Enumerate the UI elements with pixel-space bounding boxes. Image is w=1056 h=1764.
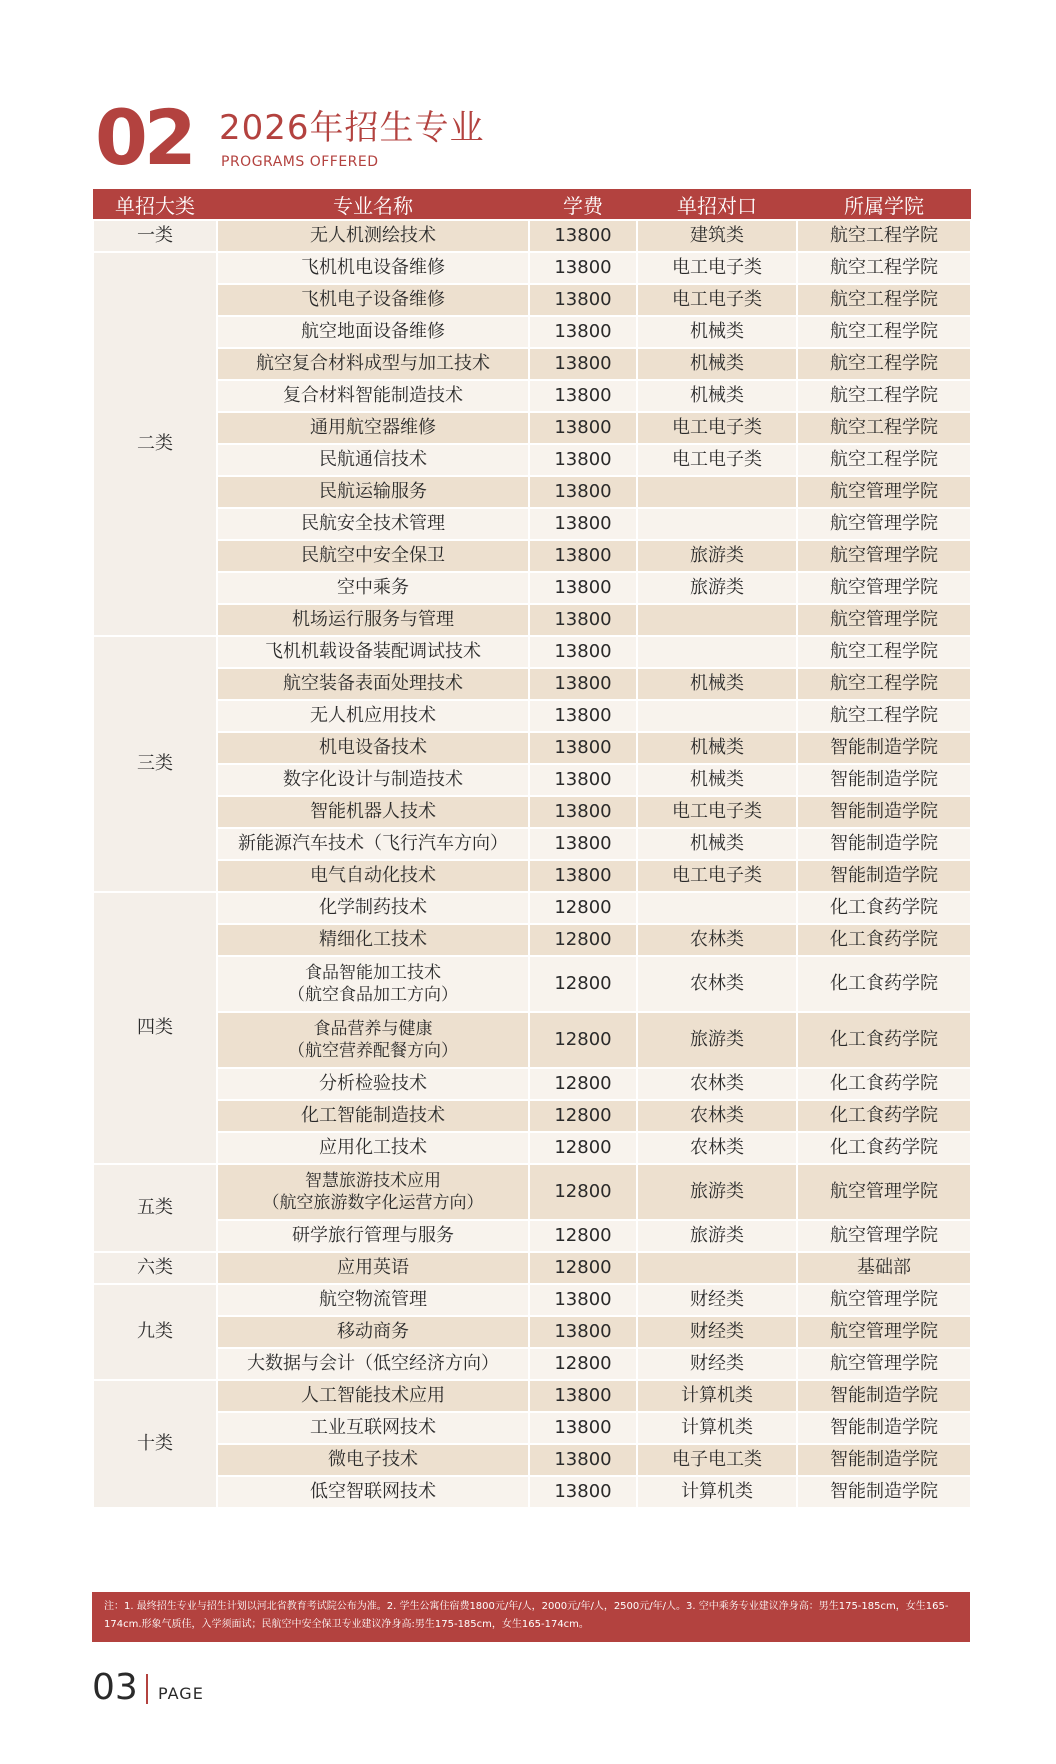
major-cell: 移动商务 (217, 1316, 529, 1348)
category-cell: 五类 (93, 1164, 217, 1252)
table-row (93, 380, 971, 412)
table-row (93, 796, 971, 828)
table-row (93, 540, 971, 572)
match-cell (637, 604, 797, 636)
page-divider (146, 1674, 148, 1704)
table-body (93, 220, 971, 1508)
fee-cell: 13800 (529, 1316, 637, 1348)
match-cell: 旅游类 (637, 540, 797, 572)
major-cell: 民航运输服务 (217, 476, 529, 508)
major-cell: 航空地面设备维修 (217, 316, 529, 348)
college-cell: 航空工程学院 (797, 380, 971, 412)
fee-cell: 13800 (529, 380, 637, 412)
major-direction: （航空食品加工方向） (288, 985, 458, 1005)
table-header-row (93, 189, 971, 220)
college-cell: 航空管理学院 (797, 1164, 971, 1220)
match-cell: 电子电工类 (637, 1444, 797, 1476)
fee-cell: 12800 (529, 1252, 637, 1284)
fee-cell: 13800 (529, 700, 637, 732)
major-cell: 应用化工技术 (217, 1132, 529, 1164)
college-cell: 化工食药学院 (797, 1132, 971, 1164)
major-direction: （航空旅游数字化运营方向） (262, 1193, 484, 1213)
fee-cell: 13800 (529, 412, 637, 444)
category-cell: 四类 (93, 892, 217, 1164)
major-cell: 人工智能技术应用 (217, 1380, 529, 1412)
match-cell (637, 508, 797, 540)
college-cell: 航空工程学院 (797, 220, 971, 252)
major-cell: 低空智联网技术 (217, 1476, 529, 1508)
fee-cell: 13800 (529, 636, 637, 668)
college-cell: 航空管理学院 (797, 476, 971, 508)
fee-cell: 13800 (529, 508, 637, 540)
major-cell: 微电子技术 (217, 1444, 529, 1476)
college-cell: 航空管理学院 (797, 1284, 971, 1316)
table-row (93, 316, 971, 348)
fee-cell: 13800 (529, 284, 637, 316)
major-cell: 飞机机载设备装配调试技术 (217, 636, 529, 668)
category-cell: 六类 (93, 1252, 217, 1284)
fee-cell: 13800 (529, 444, 637, 476)
column-header-college: 所属学院 (797, 189, 971, 220)
table-row (93, 1132, 971, 1164)
college-cell: 基础部 (797, 1252, 971, 1284)
major-cell: 化学制药技术 (217, 892, 529, 924)
college-cell: 智能制造学院 (797, 828, 971, 860)
college-cell: 化工食药学院 (797, 1012, 971, 1068)
table-row (93, 1444, 971, 1476)
fee-cell: 13800 (529, 476, 637, 508)
fee-cell: 13800 (529, 828, 637, 860)
table-row (93, 284, 971, 316)
fee-cell: 12800 (529, 1068, 637, 1100)
table-row (93, 668, 971, 700)
major-cell: 航空装备表面处理技术 (217, 668, 529, 700)
table-row (93, 764, 971, 796)
match-cell: 旅游类 (637, 1220, 797, 1252)
table-row (93, 636, 971, 668)
major-cell: 精细化工技术 (217, 924, 529, 956)
section-number: 02 (95, 93, 193, 182)
college-cell: 航空管理学院 (797, 1348, 971, 1380)
college-cell: 航空工程学院 (797, 252, 971, 284)
match-cell: 机械类 (637, 316, 797, 348)
match-cell: 财经类 (637, 1348, 797, 1380)
table-row (93, 508, 971, 540)
category-cell: 三类 (93, 636, 217, 892)
match-cell: 旅游类 (637, 572, 797, 604)
fee-cell: 13800 (529, 1412, 637, 1444)
match-cell: 建筑类 (637, 220, 797, 252)
major-name: 智慧旅游技术应用 (305, 1171, 441, 1191)
major-cell: 数字化设计与制造技术 (217, 764, 529, 796)
fee-cell: 13800 (529, 1476, 637, 1508)
fee-cell: 13800 (529, 764, 637, 796)
column-header-match: 单招对口 (637, 189, 797, 220)
match-cell: 机械类 (637, 764, 797, 796)
college-cell: 航空工程学院 (797, 316, 971, 348)
major-cell: 飞机机电设备维修 (217, 252, 529, 284)
fee-cell: 12800 (529, 924, 637, 956)
match-cell: 机械类 (637, 828, 797, 860)
match-cell: 农林类 (637, 924, 797, 956)
college-cell: 航空工程学院 (797, 284, 971, 316)
match-cell: 旅游类 (637, 1012, 797, 1068)
college-cell: 智能制造学院 (797, 860, 971, 892)
college-cell: 化工食药学院 (797, 1068, 971, 1100)
fee-cell: 13800 (529, 540, 637, 572)
page-label: PAGE (158, 1684, 204, 1703)
match-cell: 财经类 (637, 1316, 797, 1348)
fee-cell: 12800 (529, 1164, 637, 1220)
college-cell: 化工食药学院 (797, 956, 971, 1012)
match-cell: 农林类 (637, 1068, 797, 1100)
college-cell: 化工食药学院 (797, 1100, 971, 1132)
match-cell: 机械类 (637, 380, 797, 412)
table-row (93, 1316, 971, 1348)
major-cell: 大数据与会计（低空经济方向） (217, 1348, 529, 1380)
major-cell: 工业互联网技术 (217, 1412, 529, 1444)
table-row (93, 860, 971, 892)
fee-cell: 13800 (529, 252, 637, 284)
page-title: 2026年招生专业 (219, 108, 485, 148)
fee-cell: 13800 (529, 860, 637, 892)
table-row (93, 732, 971, 764)
college-cell: 智能制造学院 (797, 1444, 971, 1476)
page-subtitle: PROGRAMS OFFERED (221, 154, 379, 170)
column-header-category: 单招大类 (93, 189, 217, 220)
match-cell: 机械类 (637, 348, 797, 380)
match-cell: 农林类 (637, 956, 797, 1012)
major-cell: 民航通信技术 (217, 444, 529, 476)
table-row (93, 1476, 971, 1508)
fee-cell: 13800 (529, 348, 637, 380)
major-cell: 无人机应用技术 (217, 700, 529, 732)
fee-cell: 12800 (529, 956, 637, 1012)
category-cell: 二类 (93, 252, 217, 636)
college-cell: 智能制造学院 (797, 1476, 971, 1508)
major-cell: 机电设备技术 (217, 732, 529, 764)
table-row (93, 412, 971, 444)
table-row (93, 1100, 971, 1132)
major-cell: 研学旅行管理与服务 (217, 1220, 529, 1252)
match-cell (637, 636, 797, 668)
college-cell: 智能制造学院 (797, 1380, 971, 1412)
college-cell: 航空管理学院 (797, 1220, 971, 1252)
match-cell: 农林类 (637, 1132, 797, 1164)
major-cell (217, 956, 529, 1012)
college-cell: 航空工程学院 (797, 636, 971, 668)
college-cell: 航空管理学院 (797, 572, 971, 604)
major-cell: 民航安全技术管理 (217, 508, 529, 540)
table-row (93, 604, 971, 636)
table-row (93, 700, 971, 732)
fee-cell: 13800 (529, 1380, 637, 1412)
college-cell: 化工食药学院 (797, 924, 971, 956)
major-cell: 空中乘务 (217, 572, 529, 604)
programs-table-container (92, 189, 970, 1509)
college-cell: 智能制造学院 (797, 732, 971, 764)
college-cell: 航空管理学院 (797, 604, 971, 636)
college-cell: 航空管理学院 (797, 1316, 971, 1348)
fee-cell: 12800 (529, 1220, 637, 1252)
major-cell: 应用英语 (217, 1252, 529, 1284)
major-cell: 化工智能制造技术 (217, 1100, 529, 1132)
page-number: 03 (92, 1667, 138, 1708)
college-cell: 航空工程学院 (797, 700, 971, 732)
match-cell: 电工电子类 (637, 284, 797, 316)
major-cell: 复合材料智能制造技术 (217, 380, 529, 412)
match-cell: 机械类 (637, 668, 797, 700)
major-cell: 民航空中安全保卫 (217, 540, 529, 572)
major-cell: 电气自动化技术 (217, 860, 529, 892)
table-row (93, 252, 971, 284)
match-cell: 机械类 (637, 732, 797, 764)
match-cell: 计算机类 (637, 1412, 797, 1444)
match-cell: 电工电子类 (637, 444, 797, 476)
fee-cell: 13800 (529, 732, 637, 764)
category-cell: 十类 (93, 1380, 217, 1508)
major-cell: 智能机器人技术 (217, 796, 529, 828)
fee-cell: 13800 (529, 572, 637, 604)
category-cell: 一类 (93, 220, 217, 252)
match-cell: 电工电子类 (637, 412, 797, 444)
fee-cell: 12800 (529, 1012, 637, 1068)
college-cell: 航空工程学院 (797, 412, 971, 444)
major-cell: 航空复合材料成型与加工技术 (217, 348, 529, 380)
fee-cell: 13800 (529, 1444, 637, 1476)
major-direction: （航空营养配餐方向） (288, 1041, 458, 1061)
match-cell: 农林类 (637, 1100, 797, 1132)
table-row (93, 1412, 971, 1444)
fee-cell: 13800 (529, 668, 637, 700)
college-cell: 航空管理学院 (797, 540, 971, 572)
match-cell: 计算机类 (637, 1380, 797, 1412)
table-row (93, 892, 971, 924)
column-header-fee: 学费 (529, 189, 637, 220)
college-cell: 智能制造学院 (797, 1412, 971, 1444)
major-cell: 分析检验技术 (217, 1068, 529, 1100)
fee-cell: 12800 (529, 892, 637, 924)
match-cell (637, 1252, 797, 1284)
major-name: 食品智能加工技术 (305, 963, 441, 983)
major-cell: 通用航空器维修 (217, 412, 529, 444)
match-cell: 旅游类 (637, 1164, 797, 1220)
table-row (93, 444, 971, 476)
match-cell: 计算机类 (637, 1476, 797, 1508)
table-row (93, 572, 971, 604)
match-cell (637, 700, 797, 732)
footnote: 注：1. 最终招生专业与招生计划以河北省教育考试院公布为准。2. 学生公寓住宿费1800元/年/人，2000元/年/人，2500元/年/人。3. 空中乘务专业建议净身高：男生175-185cm，女生165-174cm.形象气质佳，入学须面试；民航空中安全保卫专业建议净身高:男生175-185cm，女生165-174cm。 (92, 1592, 970, 1642)
table-row (93, 956, 971, 1012)
major-cell (217, 1164, 529, 1220)
fee-cell: 13800 (529, 604, 637, 636)
fee-cell: 12800 (529, 1100, 637, 1132)
table-row (93, 1220, 971, 1252)
major-cell: 新能源汽车技术（飞行汽车方向） (217, 828, 529, 860)
table-row (93, 476, 971, 508)
major-cell: 无人机测绘技术 (217, 220, 529, 252)
fee-cell: 12800 (529, 1132, 637, 1164)
table-row (93, 1284, 971, 1316)
college-cell: 化工食药学院 (797, 892, 971, 924)
major-name: 食品营养与健康 (313, 1019, 433, 1039)
college-cell: 智能制造学院 (797, 796, 971, 828)
match-cell (637, 476, 797, 508)
major-cell: 飞机电子设备维修 (217, 284, 529, 316)
fee-cell: 13800 (529, 796, 637, 828)
match-cell: 电工电子类 (637, 796, 797, 828)
fee-cell: 13800 (529, 1284, 637, 1316)
match-cell (637, 892, 797, 924)
table-row (93, 828, 971, 860)
table-row (93, 1164, 971, 1220)
match-cell: 电工电子类 (637, 252, 797, 284)
category-cell: 九类 (93, 1284, 217, 1380)
fee-cell: 12800 (529, 1348, 637, 1380)
college-cell: 智能制造学院 (797, 764, 971, 796)
table-row (93, 220, 971, 252)
college-cell: 航空管理学院 (797, 508, 971, 540)
table-row (93, 348, 971, 380)
fee-cell: 13800 (529, 316, 637, 348)
major-cell (217, 1012, 529, 1068)
table-row (93, 1380, 971, 1412)
fee-cell: 13800 (529, 220, 637, 252)
major-cell: 航空物流管理 (217, 1284, 529, 1316)
column-header-major: 专业名称 (217, 189, 529, 220)
college-cell: 航空工程学院 (797, 668, 971, 700)
table-row (93, 1348, 971, 1380)
programs-table (92, 189, 972, 1509)
match-cell: 财经类 (637, 1284, 797, 1316)
table-row (93, 1012, 971, 1068)
college-cell: 航空工程学院 (797, 444, 971, 476)
major-cell: 机场运行服务与管理 (217, 604, 529, 636)
college-cell: 航空工程学院 (797, 348, 971, 380)
table-row (93, 1252, 971, 1284)
table-row (93, 1068, 971, 1100)
table-row (93, 924, 971, 956)
match-cell: 电工电子类 (637, 860, 797, 892)
